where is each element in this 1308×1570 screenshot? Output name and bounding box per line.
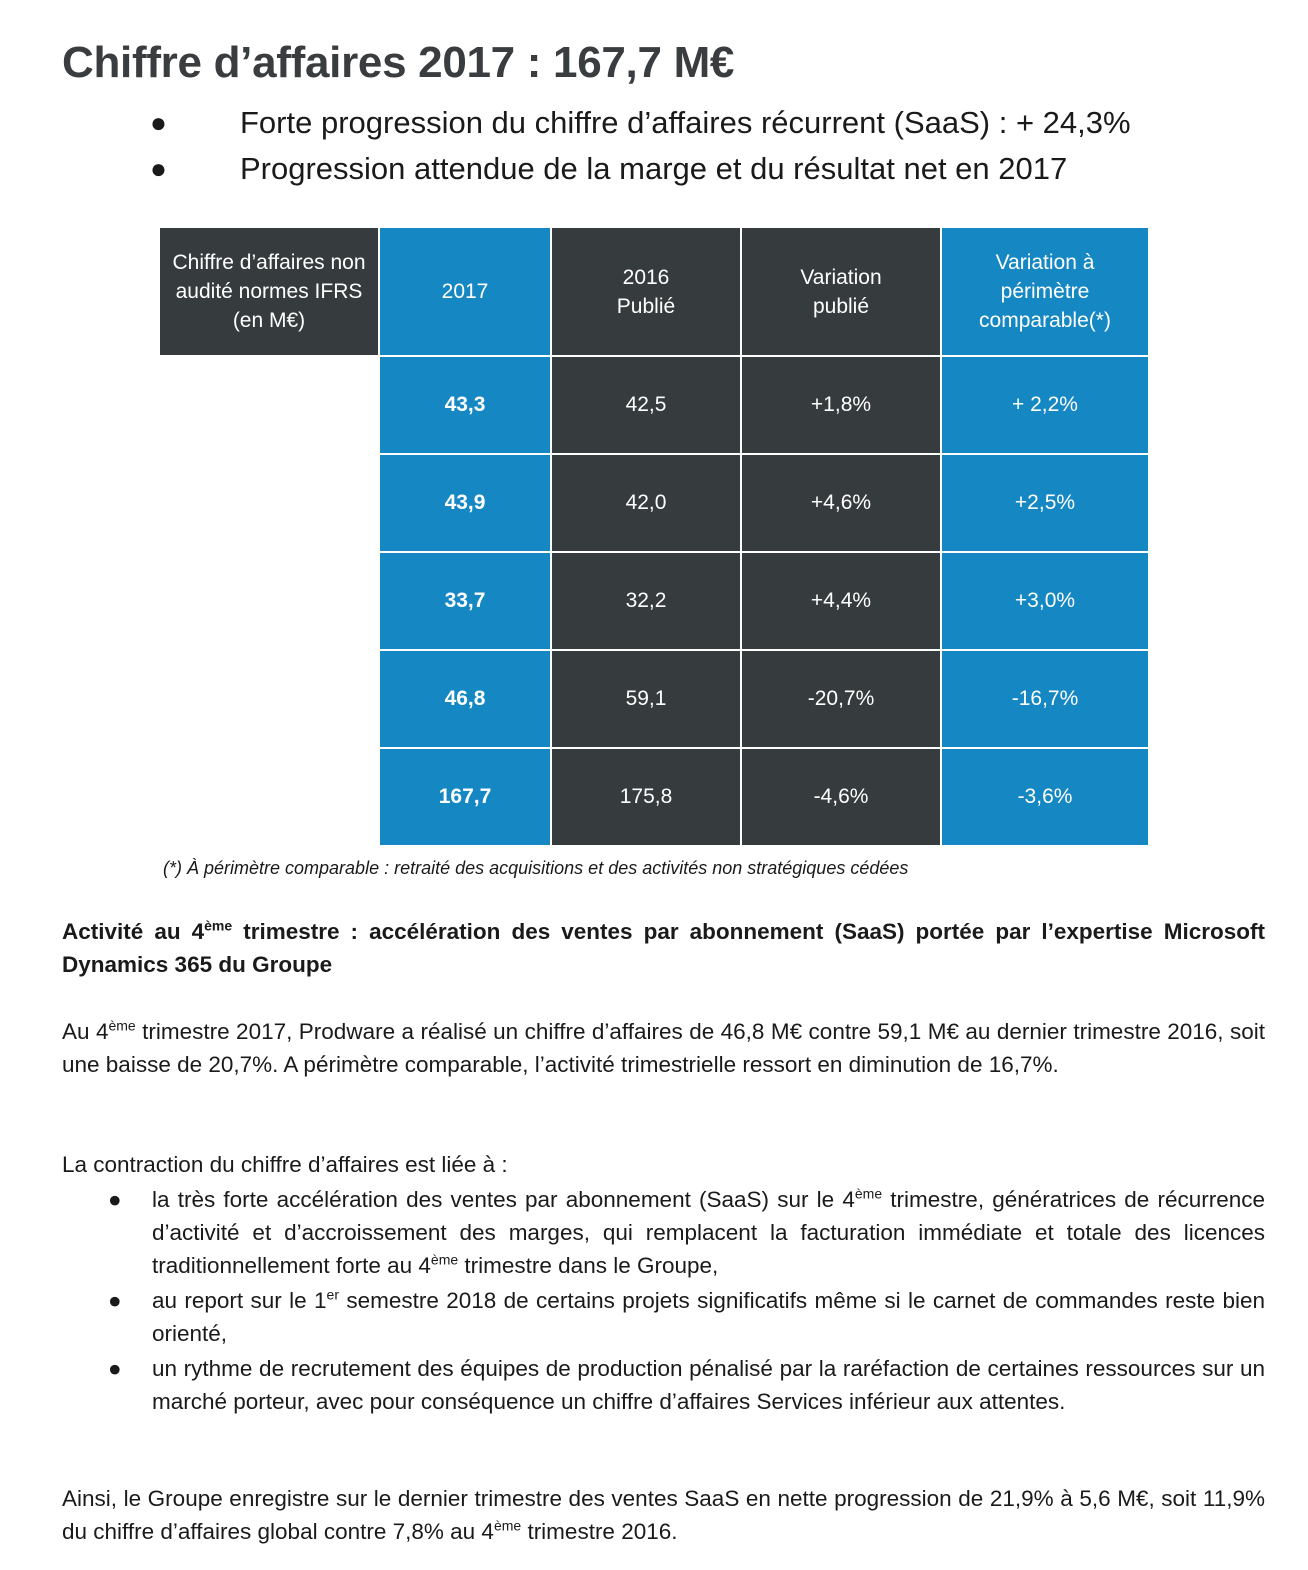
- row-label: [160, 454, 379, 552]
- total-comparable: -3,6%: [941, 748, 1148, 846]
- row-suffix: trimestre: [243, 688, 332, 711]
- header-2017: 2017: [379, 228, 551, 356]
- row-suffix: trimestre: [236, 394, 325, 418]
- bullet-text-a: un rythme de recrutement des équipes de production pénalisé par la raréfaction de certaines ressources sur un marché porteur, avec pour conséquence un chiffre d’affaires Services inférieur aux attentes.: [152, 1356, 1265, 1414]
- total-2017: 167,7: [379, 748, 551, 846]
- list-item: [62, 1183, 1265, 1282]
- table-row: [160, 454, 1148, 552]
- bullet-sup: ème: [430, 1251, 459, 1268]
- header-variation: [741, 228, 941, 356]
- highlight-text: Forte progression du chiffre d’affaires récurrent (SaaS) : + 24,3%: [240, 105, 1131, 140]
- row-suffix: trimestre: [243, 590, 332, 613]
- total-variation: -4,6%: [741, 748, 941, 846]
- cell-comparable: + 2,2%: [941, 356, 1148, 454]
- paragraph-q4: [62, 1015, 1265, 1081]
- para3-pre: Ainsi, le Groupe enregistre sur le dernier trimestre des ventes SaaS en nette progression de 21,9% à 5,6 M€, soit 11,9% du chiffre d’affaires global contre 7,8% au 4: [62, 1486, 1265, 1544]
- cell-variation: +4,6%: [741, 454, 941, 552]
- header-variation-text: Variation publié: [800, 265, 882, 318]
- bullet-icon: ●: [108, 1187, 122, 1212]
- table-row: [160, 356, 1148, 454]
- row-num: 1: [213, 394, 226, 418]
- heading-pre: Activité au 4: [62, 919, 205, 944]
- para3-sup: ème: [493, 1517, 522, 1534]
- highlight-item: [150, 100, 1131, 146]
- bullet-icon: ●: [108, 1288, 122, 1313]
- list-item: [62, 1352, 1265, 1418]
- table-header-row: [160, 228, 1148, 356]
- cell-2017: 43,3: [379, 356, 551, 454]
- row-label: [160, 356, 379, 454]
- highlights-list: [150, 100, 1131, 192]
- bullet-text-c: trimestre dans le Groupe,: [458, 1253, 719, 1278]
- row-num: 2: [206, 492, 219, 515]
- cell-2017: 46,8: [379, 650, 551, 748]
- para1-pre: Au 4: [62, 1019, 109, 1044]
- row-num: 4: [206, 688, 219, 711]
- cell-comparable: +3,0%: [941, 552, 1148, 650]
- row-sup: er: [225, 392, 237, 408]
- list-item: [62, 1284, 1265, 1350]
- cell-variation: +4,4%: [741, 552, 941, 650]
- highlight-text: Progression attendue de la marge et du résultat net en 2017: [240, 151, 1068, 186]
- bullet-text-b: semestre 2018 de certains projets significatifs même si le carnet de commandes reste bien orienté,: [152, 1288, 1265, 1346]
- table-total-row: [160, 748, 1148, 846]
- header-2016: [551, 228, 741, 356]
- paragraph-saas: [62, 1482, 1265, 1548]
- row-suffix: trimestre: [243, 492, 332, 515]
- total-2016: 175,8: [551, 748, 741, 846]
- table-footnote: (*) À périmètre comparable : retraité des acquisitions et des activités non stratégiques cédées: [163, 858, 909, 878]
- bullet-sup: er: [326, 1286, 339, 1303]
- row-sup: ème: [218, 686, 244, 701]
- cell-comparable: +2,5%: [941, 454, 1148, 552]
- bullet-icon: ●: [150, 153, 167, 184]
- header-comparable: [941, 228, 1148, 356]
- highlight-item: [150, 146, 1131, 192]
- row-num: 3: [206, 590, 219, 613]
- bullet-sup: ème: [854, 1185, 883, 1202]
- revenue-table: [160, 228, 1148, 847]
- bullet-icon: ●: [150, 107, 167, 138]
- bullet-text-b: trimestre, génératrices de récurrence d’activité et d’accroissement des marges, qui remplacent la facturation immédiate et totale des licences traditionnellement forte au 4: [152, 1187, 1266, 1278]
- table-row: [160, 552, 1148, 650]
- cell-comparable: -16,7%: [941, 650, 1148, 748]
- header-comparable-text: Variation à périmètre comparable(*): [979, 251, 1111, 332]
- table-row: [160, 650, 1148, 748]
- cell-2016: 59,1: [551, 650, 741, 748]
- cell-2017: 43,9: [379, 454, 551, 552]
- page-title: Chiffre d’affaires 2017 : 167,7 M€: [62, 38, 735, 87]
- bullet-text-a: la très forte accélération des ventes par abonnement (SaaS) sur le 4: [152, 1187, 855, 1212]
- para1-sup: ème: [108, 1017, 136, 1034]
- cell-2017: 33,7: [379, 552, 551, 650]
- row-sup: ème: [218, 490, 244, 505]
- header-2016-text: 2016 Publié: [616, 265, 676, 318]
- bullet-icon: ●: [108, 1356, 122, 1381]
- cell-variation: -20,7%: [741, 650, 941, 748]
- contraction-list: [62, 1183, 1265, 1420]
- cell-2016: 32,2: [551, 552, 741, 650]
- cell-variation: +1,8%: [741, 356, 941, 454]
- row-sup: ème: [218, 588, 244, 603]
- heading-post: trimestre : accélération des ventes par abonnement (SaaS) portée par l’expertise Microsoft Dynamics 365 du Groupe: [62, 919, 1265, 977]
- para3-post: trimestre 2016.: [521, 1519, 678, 1544]
- row-label: [160, 552, 379, 650]
- row-label: [160, 650, 379, 748]
- cell-2016: 42,5: [551, 356, 741, 454]
- paragraph-intro: La contraction du chiffre d’affaires est liée à :: [62, 1152, 508, 1177]
- bullet-text-a: au report sur le 1: [152, 1288, 327, 1313]
- header-label: Chiffre d’affaires non audité normes IFRS (en M€): [160, 228, 379, 356]
- para1-post: trimestre 2017, Prodware a réalisé un chiffre d’affaires de 46,8 M€ contre 59,1 M€ au dernier trimestre 2016, soit une baisse de 20,7%. A périmètre comparable, l’activité trimestrielle ressort en diminution de 16,7%.: [62, 1019, 1265, 1077]
- heading-sup: ème: [204, 917, 233, 934]
- section-heading: [62, 915, 1265, 981]
- total-label: TOTAL: [160, 748, 379, 846]
- cell-2016: 42,0: [551, 454, 741, 552]
